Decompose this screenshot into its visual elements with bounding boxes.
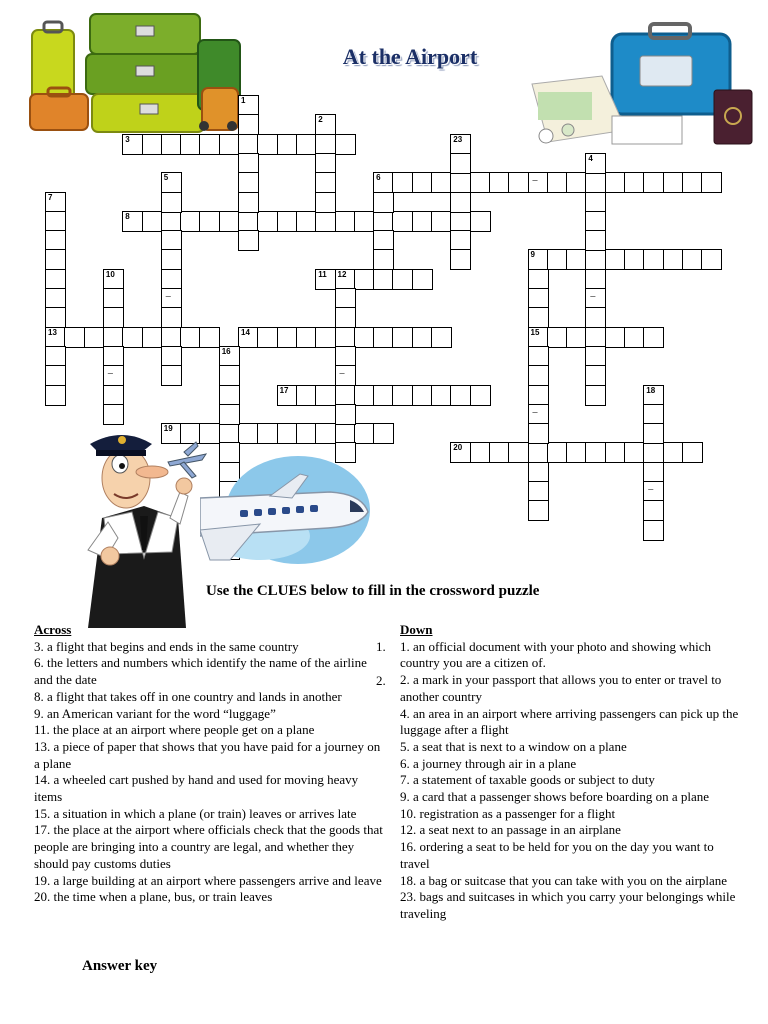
across-clue: 8. a flight that takes off in one country and lands in another bbox=[34, 688, 342, 704]
down-clue: 23. bags and suitcases in which you carry your belongings while traveling bbox=[400, 889, 736, 921]
grid-cell[interactable] bbox=[431, 172, 452, 193]
grid-cell[interactable] bbox=[238, 423, 259, 444]
grid-cell[interactable] bbox=[335, 327, 356, 348]
clue-number: 10 bbox=[105, 269, 115, 279]
grid-cell[interactable] bbox=[161, 211, 182, 232]
across-clue: 6. the letters and numbers which identify the name of the airline and the date bbox=[34, 655, 367, 688]
grid-cell[interactable] bbox=[566, 442, 587, 463]
grid-cell[interactable] bbox=[412, 385, 433, 406]
grid-cell[interactable] bbox=[450, 211, 471, 232]
grid-cell[interactable] bbox=[663, 249, 684, 270]
grid-cell[interactable] bbox=[450, 172, 471, 193]
grid-cell[interactable] bbox=[45, 211, 66, 232]
grid-cell[interactable] bbox=[315, 134, 336, 155]
grid-cell[interactable] bbox=[663, 172, 684, 193]
grid-cell[interactable] bbox=[296, 211, 317, 232]
grid-cell[interactable] bbox=[103, 346, 124, 367]
margin-number: 2. bbox=[376, 673, 386, 688]
grid-cell[interactable] bbox=[315, 192, 336, 213]
grid-cell[interactable] bbox=[238, 134, 259, 155]
grid-cell[interactable] bbox=[412, 269, 433, 290]
grid-cell[interactable] bbox=[547, 327, 568, 348]
hyphen-mark: – bbox=[165, 291, 171, 302]
down-clue: 12. a seat next to an passage in an airplane bbox=[400, 822, 621, 838]
clue-number: 14 bbox=[241, 327, 250, 337]
clue-number: 20 bbox=[453, 443, 463, 453]
hyphen-mark: – bbox=[590, 291, 596, 302]
grid-cell[interactable] bbox=[528, 365, 549, 386]
clue-number: 13 bbox=[48, 327, 57, 337]
clue-number: 2 bbox=[318, 115, 323, 125]
grid-cell[interactable] bbox=[335, 423, 356, 444]
grid-cell[interactable] bbox=[373, 423, 394, 444]
clue-number: 16 bbox=[221, 346, 231, 356]
grid-cell[interactable] bbox=[528, 172, 549, 193]
grid-cell[interactable] bbox=[315, 211, 336, 232]
grid-cell[interactable] bbox=[354, 269, 375, 290]
grid-cell[interactable] bbox=[566, 172, 587, 193]
grid-cell[interactable] bbox=[103, 365, 124, 386]
grid-cell[interactable] bbox=[585, 230, 606, 251]
grid-cell[interactable] bbox=[682, 442, 703, 463]
grid-cell[interactable] bbox=[431, 327, 452, 348]
clue-number: 7 bbox=[48, 192, 53, 202]
grid-cell[interactable] bbox=[257, 423, 278, 444]
down-clue: 16. ordering a seat to be held for you on the day you want to travel bbox=[400, 839, 714, 871]
down-clue: 10. registration as a passenger for a flight bbox=[400, 805, 616, 821]
grid-cell[interactable] bbox=[624, 327, 645, 348]
grid-cell[interactable] bbox=[219, 134, 240, 155]
grid-cell[interactable] bbox=[238, 172, 259, 193]
grid-cell[interactable] bbox=[296, 385, 317, 406]
airplane-icon bbox=[200, 452, 372, 568]
across-clue: 13. a piece of paper that shows that you have paid for a journey on a plane bbox=[34, 738, 381, 771]
grid-cell[interactable] bbox=[643, 500, 664, 521]
grid-cell[interactable] bbox=[238, 192, 259, 213]
clue-number: 9 bbox=[530, 250, 535, 260]
grid-cell[interactable] bbox=[219, 365, 240, 386]
grid-cell[interactable] bbox=[566, 249, 587, 270]
grid-cell[interactable] bbox=[335, 307, 356, 328]
grid-cell[interactable] bbox=[585, 346, 606, 367]
grid-cell[interactable] bbox=[412, 211, 433, 232]
grid-cell[interactable] bbox=[450, 153, 471, 174]
grid-cell[interactable] bbox=[45, 346, 66, 367]
grid-cell[interactable] bbox=[392, 385, 413, 406]
grid-cell[interactable] bbox=[585, 288, 606, 309]
grid-cell[interactable] bbox=[682, 249, 703, 270]
grid-cell[interactable] bbox=[605, 172, 626, 193]
grid-cell[interactable] bbox=[257, 134, 278, 155]
grid-cell[interactable] bbox=[219, 211, 240, 232]
grid-cell[interactable] bbox=[45, 288, 66, 309]
grid-cell[interactable] bbox=[238, 153, 259, 174]
grid-cell[interactable] bbox=[528, 307, 549, 328]
grid-cell[interactable] bbox=[219, 385, 240, 406]
grid-cell[interactable] bbox=[335, 346, 356, 367]
grid-cell[interactable] bbox=[392, 327, 413, 348]
grid-cell[interactable] bbox=[605, 442, 626, 463]
hyphen-mark: – bbox=[648, 484, 654, 495]
grid-cell[interactable] bbox=[412, 327, 433, 348]
grid-cell[interactable] bbox=[354, 385, 375, 406]
grid-cell[interactable] bbox=[296, 134, 317, 155]
down-clue: 1. an official document with your photo and showing which country you are a citizen of. bbox=[400, 638, 711, 671]
grid-cell[interactable] bbox=[238, 211, 259, 232]
down-clue-list bbox=[400, 639, 745, 923]
grid-cell[interactable] bbox=[335, 365, 356, 386]
grid-cell[interactable] bbox=[373, 385, 394, 406]
grid-cell[interactable] bbox=[643, 520, 664, 541]
grid-cell[interactable] bbox=[277, 423, 298, 444]
grid-cell[interactable] bbox=[161, 288, 182, 309]
grid-cell[interactable] bbox=[508, 172, 529, 193]
grid-cell[interactable] bbox=[624, 442, 645, 463]
grid-cell[interactable] bbox=[373, 230, 394, 251]
pilot-icon bbox=[74, 422, 209, 628]
grid-cell[interactable] bbox=[238, 114, 259, 135]
instructions: Use the CLUES below to fill in the crossword puzzle bbox=[206, 583, 540, 599]
grid-cell[interactable] bbox=[373, 249, 394, 270]
grid-cell[interactable] bbox=[624, 172, 645, 193]
grid-cell[interactable] bbox=[528, 346, 549, 367]
hyphen-mark: – bbox=[532, 406, 538, 418]
across-clue: 9. an American variant for the word “luggage” bbox=[34, 705, 276, 721]
grid-cell[interactable] bbox=[470, 211, 491, 232]
grid-cell[interactable] bbox=[528, 288, 549, 309]
grid-cell[interactable] bbox=[585, 307, 606, 328]
grid-cell[interactable] bbox=[335, 404, 356, 425]
grid-cell[interactable] bbox=[161, 249, 182, 270]
across-clue: 11. the place at an airport where people get on a plane bbox=[34, 722, 315, 738]
grid-cell[interactable] bbox=[161, 365, 182, 386]
grid-cell[interactable] bbox=[392, 211, 413, 232]
grid-cell[interactable] bbox=[528, 385, 549, 406]
across-clue: 20. the time when a plane, bus, or train leaves bbox=[34, 889, 273, 905]
grid-cell[interactable] bbox=[277, 211, 298, 232]
grid-cell[interactable] bbox=[315, 172, 336, 193]
grid-cell[interactable] bbox=[508, 442, 529, 463]
grid-cell[interactable] bbox=[103, 307, 124, 328]
grid-cell[interactable] bbox=[450, 385, 471, 406]
grid-cell[interactable] bbox=[64, 327, 85, 348]
down-clue: 5. a seat that is next to a window on a plane bbox=[400, 738, 627, 754]
grid-cell[interactable] bbox=[643, 442, 664, 463]
grid-cell[interactable] bbox=[450, 192, 471, 213]
grid-cell[interactable] bbox=[585, 385, 606, 406]
grid-cell[interactable] bbox=[84, 327, 105, 348]
grid-cell[interactable] bbox=[354, 327, 375, 348]
grid-cell[interactable] bbox=[315, 327, 336, 348]
grid-cell[interactable] bbox=[142, 327, 163, 348]
grid-cell[interactable] bbox=[585, 269, 606, 290]
grid-cell[interactable] bbox=[682, 172, 703, 193]
grid-cell[interactable] bbox=[161, 327, 182, 348]
grid-cell[interactable] bbox=[450, 249, 471, 270]
grid-cell[interactable] bbox=[257, 211, 278, 232]
grid-cell[interactable] bbox=[199, 211, 220, 232]
clue-number: 4 bbox=[588, 153, 593, 163]
grid-cell[interactable] bbox=[199, 327, 220, 348]
grid-cell[interactable] bbox=[122, 327, 143, 348]
grid-cell[interactable] bbox=[547, 442, 568, 463]
across-clue: 19. a large building at an airport where passengers arrive and leave bbox=[34, 872, 382, 888]
grid-cell[interactable] bbox=[335, 385, 356, 406]
grid-cell[interactable] bbox=[45, 385, 66, 406]
grid-cell[interactable] bbox=[585, 249, 606, 270]
grid-cell[interactable] bbox=[257, 327, 278, 348]
grid-cell[interactable] bbox=[161, 134, 182, 155]
grid-cell[interactable] bbox=[45, 230, 66, 251]
grid-cell[interactable] bbox=[161, 192, 182, 213]
grid-cell[interactable] bbox=[315, 153, 336, 174]
grid-cell[interactable] bbox=[315, 423, 336, 444]
grid-cell[interactable] bbox=[103, 327, 124, 348]
grid-cell[interactable] bbox=[489, 442, 510, 463]
clue-number: 5 bbox=[163, 173, 169, 183]
grid-cell[interactable] bbox=[335, 288, 356, 309]
grid-cell[interactable] bbox=[585, 211, 606, 232]
across-header: Across bbox=[34, 622, 72, 637]
grid-cell[interactable] bbox=[643, 404, 664, 425]
clue-number: 18 bbox=[646, 385, 656, 395]
hyphen-mark: – bbox=[532, 175, 538, 187]
grid-cell[interactable] bbox=[643, 172, 664, 193]
grid-cell[interactable] bbox=[296, 327, 317, 348]
grid-cell[interactable] bbox=[547, 249, 568, 270]
grid-cell[interactable] bbox=[528, 442, 549, 463]
clue-number: 1 bbox=[241, 96, 246, 105]
grid-cell[interactable] bbox=[180, 211, 201, 232]
grid-cell[interactable] bbox=[373, 269, 394, 290]
grid-cell[interactable] bbox=[354, 423, 375, 444]
grid-cell[interactable] bbox=[605, 327, 626, 348]
clue-number: 6 bbox=[376, 173, 381, 183]
across-clue: 17. the place at the airport where officials check that the goods that people are bringing into a country are legal, and whether they should pay customs duties bbox=[34, 822, 383, 871]
grid-cell[interactable] bbox=[585, 442, 606, 463]
grid-cell[interactable] bbox=[142, 134, 163, 155]
grid-cell[interactable] bbox=[585, 365, 606, 386]
clue-number: 23 bbox=[453, 134, 463, 144]
grid-cell[interactable] bbox=[45, 365, 66, 386]
grid-cell[interactable] bbox=[142, 211, 163, 232]
grid-cell[interactable] bbox=[354, 211, 375, 232]
grid-cell[interactable] bbox=[470, 172, 491, 193]
down-clue: 2. a mark in your passport that allows you to enter or travel to another country bbox=[400, 672, 722, 704]
down-clue: 9. a card that a passenger shows before boarding on a plane bbox=[400, 789, 709, 805]
grid-cell[interactable] bbox=[547, 172, 568, 193]
grid-cell[interactable] bbox=[315, 385, 336, 406]
grid-cell[interactable] bbox=[45, 269, 66, 290]
clue-number: 15 bbox=[530, 327, 540, 337]
grid-cell[interactable] bbox=[373, 211, 394, 232]
grid-cell[interactable] bbox=[643, 462, 664, 483]
grid-cell[interactable] bbox=[277, 134, 298, 155]
across-clue-list bbox=[34, 639, 384, 906]
down-clue: 4. an area in an airport where arriving passengers can pick up the luggage after a flight bbox=[400, 705, 739, 738]
grid-cell[interactable] bbox=[585, 192, 606, 213]
grid-cell[interactable] bbox=[392, 172, 413, 193]
grid-cell[interactable] bbox=[528, 423, 549, 444]
grid-cell[interactable] bbox=[296, 423, 317, 444]
grid-cell[interactable] bbox=[528, 500, 549, 521]
across-clues bbox=[34, 622, 384, 906]
grid-cell[interactable] bbox=[643, 423, 664, 444]
clue-number: 17 bbox=[279, 385, 289, 395]
clue-number: 3 bbox=[125, 134, 130, 144]
grid-cell[interactable] bbox=[701, 172, 722, 193]
grid-cell[interactable] bbox=[605, 249, 626, 270]
grid-cell[interactable] bbox=[528, 269, 549, 290]
clue-number: 11 bbox=[318, 269, 327, 279]
grid-cell[interactable] bbox=[335, 211, 356, 232]
grid-cell[interactable] bbox=[643, 327, 664, 348]
grid-cell[interactable] bbox=[585, 172, 606, 193]
grid-cell[interactable] bbox=[450, 230, 471, 251]
grid-cell[interactable] bbox=[45, 307, 66, 328]
clue-number: 8 bbox=[125, 211, 130, 221]
clue-number: 19 bbox=[163, 424, 173, 434]
grid-cell[interactable] bbox=[180, 327, 201, 348]
hyphen-mark: – bbox=[339, 368, 345, 380]
grid-cell[interactable] bbox=[528, 481, 549, 502]
grid-cell[interactable] bbox=[373, 192, 394, 213]
grid-cell[interactable] bbox=[161, 307, 182, 328]
grid-cell[interactable] bbox=[431, 385, 452, 406]
grid-cell[interactable] bbox=[103, 288, 124, 309]
grid-cell[interactable] bbox=[431, 211, 452, 232]
grid-cell[interactable] bbox=[161, 230, 182, 251]
grid-cell[interactable] bbox=[643, 481, 664, 502]
across-clue: 3. a flight that begins and ends in the same country bbox=[34, 638, 299, 654]
grid-cell[interactable] bbox=[335, 134, 356, 155]
down-clue: 18. a bag or suitcase that you can take with you on the airplane bbox=[400, 872, 728, 888]
grid-cell[interactable] bbox=[392, 269, 413, 290]
grid-cell[interactable] bbox=[161, 346, 182, 367]
grid-cell[interactable] bbox=[103, 385, 124, 406]
grid-cell[interactable] bbox=[161, 269, 182, 290]
down-clues bbox=[400, 622, 745, 923]
grid-cell[interactable] bbox=[701, 249, 722, 270]
grid-cell[interactable] bbox=[470, 442, 491, 463]
margin-number: 1. bbox=[376, 639, 386, 654]
grid-cell[interactable] bbox=[643, 249, 664, 270]
grid-cell[interactable] bbox=[528, 462, 549, 483]
clue-number: 12 bbox=[337, 269, 347, 279]
page-title: At the Airport bbox=[342, 44, 478, 69]
grid-cell[interactable] bbox=[45, 249, 66, 270]
grid-cell[interactable] bbox=[585, 327, 606, 348]
grid-cell[interactable] bbox=[219, 423, 240, 444]
across-clue: 14. a wheeled cart pushed by hand and used for moving heavy items bbox=[34, 772, 359, 805]
across-clue: 15. a situation in which a plane (or train) leaves or arrives late bbox=[34, 805, 357, 821]
down-clue: 7. a statement of taxable goods or subject to duty bbox=[400, 772, 655, 788]
grid-cell[interactable] bbox=[199, 134, 220, 155]
down-clue: 6. a journey through air in a plane bbox=[400, 755, 577, 771]
grid-cell[interactable] bbox=[663, 442, 684, 463]
grid-cell[interactable] bbox=[238, 230, 259, 251]
grid-cell[interactable] bbox=[624, 249, 645, 270]
grid-cell[interactable] bbox=[470, 385, 491, 406]
grid-cell[interactable] bbox=[412, 172, 433, 193]
grid-cell[interactable] bbox=[528, 404, 549, 425]
grid-cell[interactable] bbox=[566, 327, 587, 348]
grid-cell[interactable] bbox=[489, 172, 510, 193]
grid-cell[interactable] bbox=[373, 327, 394, 348]
grid-cell[interactable] bbox=[277, 327, 298, 348]
answer-key-label: Answer key bbox=[82, 958, 158, 974]
grid-cell[interactable] bbox=[219, 404, 240, 425]
grid-cell[interactable] bbox=[180, 134, 201, 155]
down-header: Down bbox=[400, 622, 433, 637]
hyphen-mark: – bbox=[107, 368, 113, 380]
